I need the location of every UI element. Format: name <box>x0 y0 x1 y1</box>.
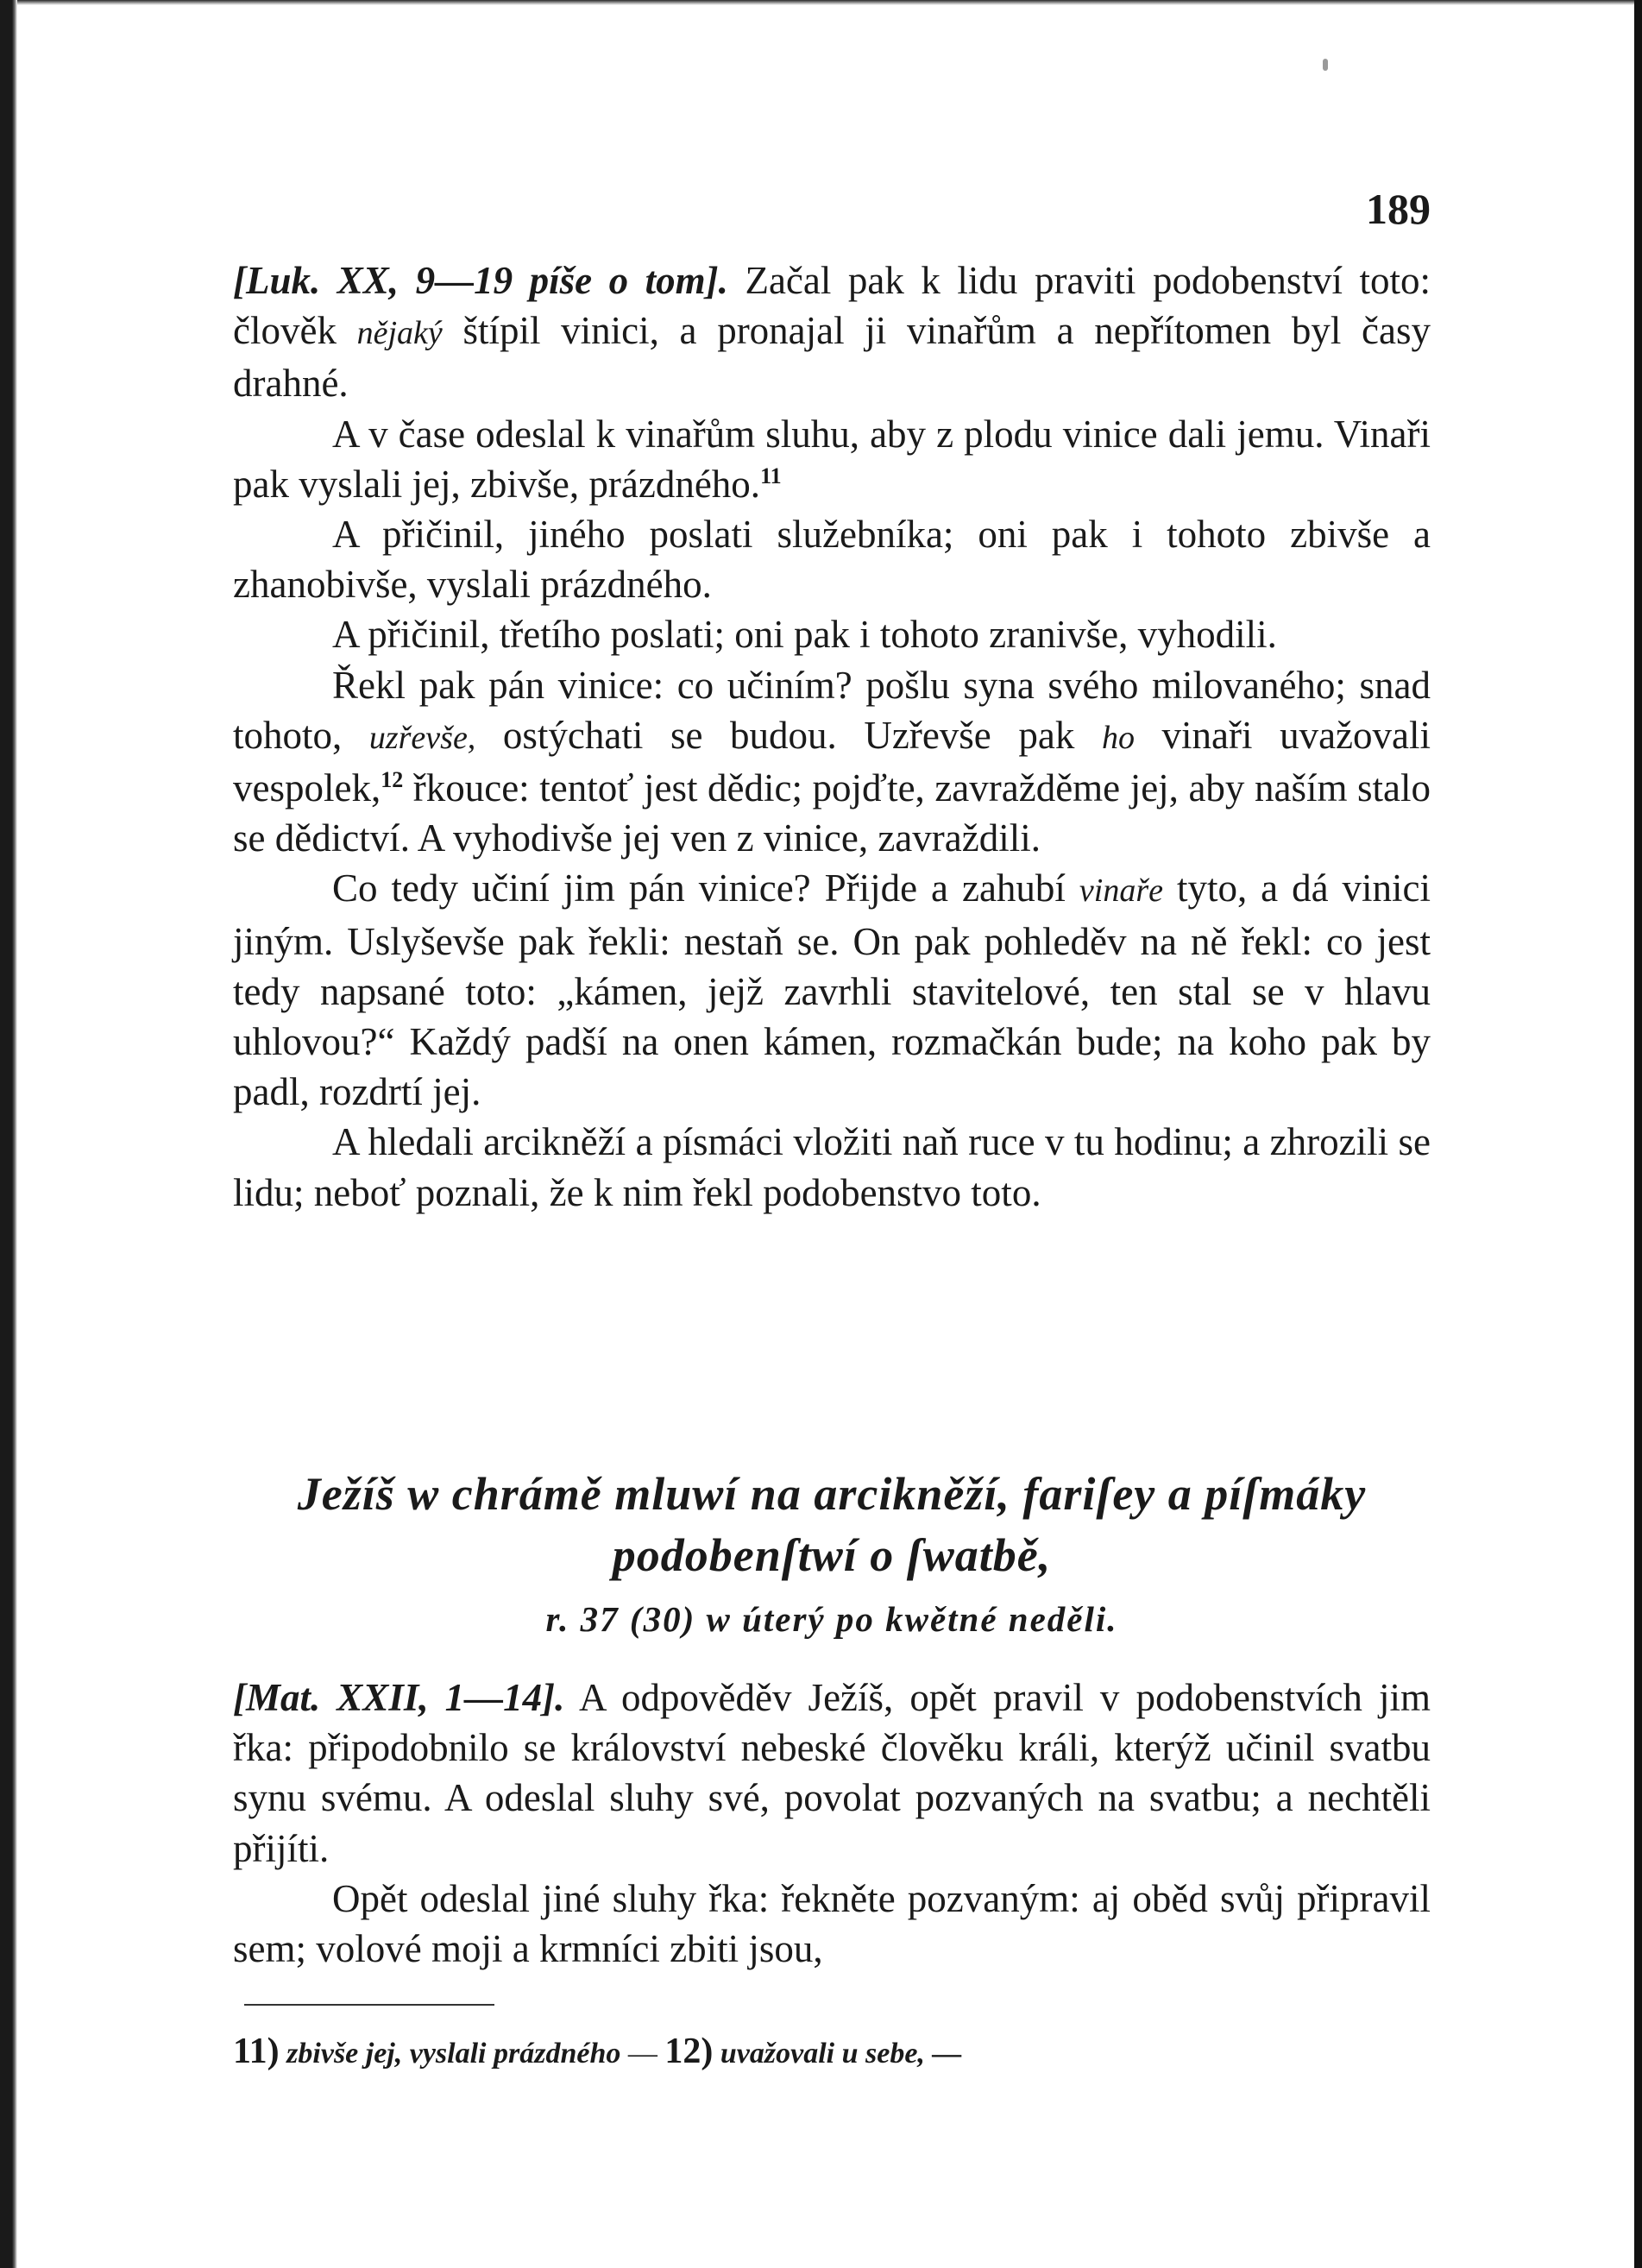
footnote-text: uvažovali u sebe, — <box>720 2038 962 2070</box>
section-heading-line-2: podobenſtwí o ſwatbě, <box>612 1529 1052 1581</box>
footnotes: 11) zbivše jej, vyslali prázdného — 12) uvažovali u sebe, — <box>233 2032 962 2071</box>
footnote-text: zbivše jej, vyslali prázdného <box>286 2038 621 2070</box>
paragraph: A přičinil, třetího poslati; oni pak i tohoto zranivše, vyhodili. <box>332 613 1277 657</box>
reference-matthew: [Mat. XXII, 1—14]. <box>233 1676 565 1719</box>
scan-top-edge <box>17 0 1642 5</box>
footnote-rule <box>244 2004 494 2006</box>
scan-left-edge <box>0 0 17 2268</box>
paragraph: Řekl pak pán vinice: co učiním? pošlu syna svého milovaného; snad tohoto, uzřevše, ostýchati se budou. Uzřevše pak ho vinaři uvažovali vespolek,$^{12}$ řkouce: tentoť jest dědic; pojďte, zavražděme jej, aby naším stalo se dědictví. A vyhodivše jej ven z vinice, zavraždili. <box>233 663 1431 860</box>
footnote-marker: 12 <box>381 767 404 793</box>
paragraph: Opět odeslal jiné sluhy řka: řekněte pozvaným: aj oběd svůj připravil sem; volové moji a krmníci zbiti jsou, <box>233 1876 1431 1971</box>
paragraph: A přičinil, jiného poslati služebníka; oni pak i tohoto zbivše a zhanobivše, vyslali prázdného. <box>233 513 1431 607</box>
section-heading-line-1: Ježíš w chrámě mluwí na arcikněží, fariſey a píſmáky <box>297 1468 1367 1520</box>
section-subheading: r. 37 (30) w úterý po kwětné neděli. <box>545 1599 1118 1639</box>
scan-speck <box>1323 59 1328 71</box>
footnote-marker: 11 <box>760 463 782 488</box>
paragraph: A v čase odeslal k vinařům sluhu, aby z plodu vinice dali jemu. Vinaři pak vyslali jej, zbivše, prázdného.$^{11}$ <box>233 412 1431 506</box>
footnote-number: 11) <box>233 2032 280 2071</box>
paragraph: Co tedy učiní jim pán vinice? Přijde a zahubí vinaře tyto, a dá vinici jiným. Uslyševše pak řekli: nestaň se. On pak pohleděv na ně řekl: co jest tedy napsané toto: „kámen, jejž zavrhli stavitelové, ten stal se v hlavu uhlovou?“ Každý padší na onen kámen, rozmačkán bude; na koho pak by padl, rozdrtí jej. <box>233 866 1431 1114</box>
paragraph: [Luk. XX, 9—19 píše o tom]. Začal pak k lidu praviti podobenství toto: člověk nějaký štípil vinici, a pronajal ji vinařům a nepřítomen byl časy drahné. <box>233 259 1431 406</box>
passage-matthew <box>233 1673 1431 1974</box>
paragraph: [Mat. XXII, 1—14]. A odpověděv Ježíš, opět pravil v podobenstvích jim řka: připodobnilo se království nebeské člověku králi, kterýž učinil svatbu synu svému. A odeslal sluhy své, povolat pozvaných na svatbu; a nechtěli přijíti. <box>233 1676 1431 1870</box>
passage-luke <box>233 255 1431 1218</box>
scan-right-edge <box>1634 0 1642 2268</box>
page-number: 189 <box>1366 185 1431 233</box>
reference-luke: [Luk. XX, 9—19 píše o tom]. <box>233 259 728 302</box>
paragraph: A hledali arcikněží a písmáci vložiti naň ruce v tu hodinu; a zhrozili se lidu; neboť poznali, že k nim řekl podobenstvo toto. <box>233 1120 1431 1214</box>
footnote-number: 12) <box>664 2032 714 2071</box>
